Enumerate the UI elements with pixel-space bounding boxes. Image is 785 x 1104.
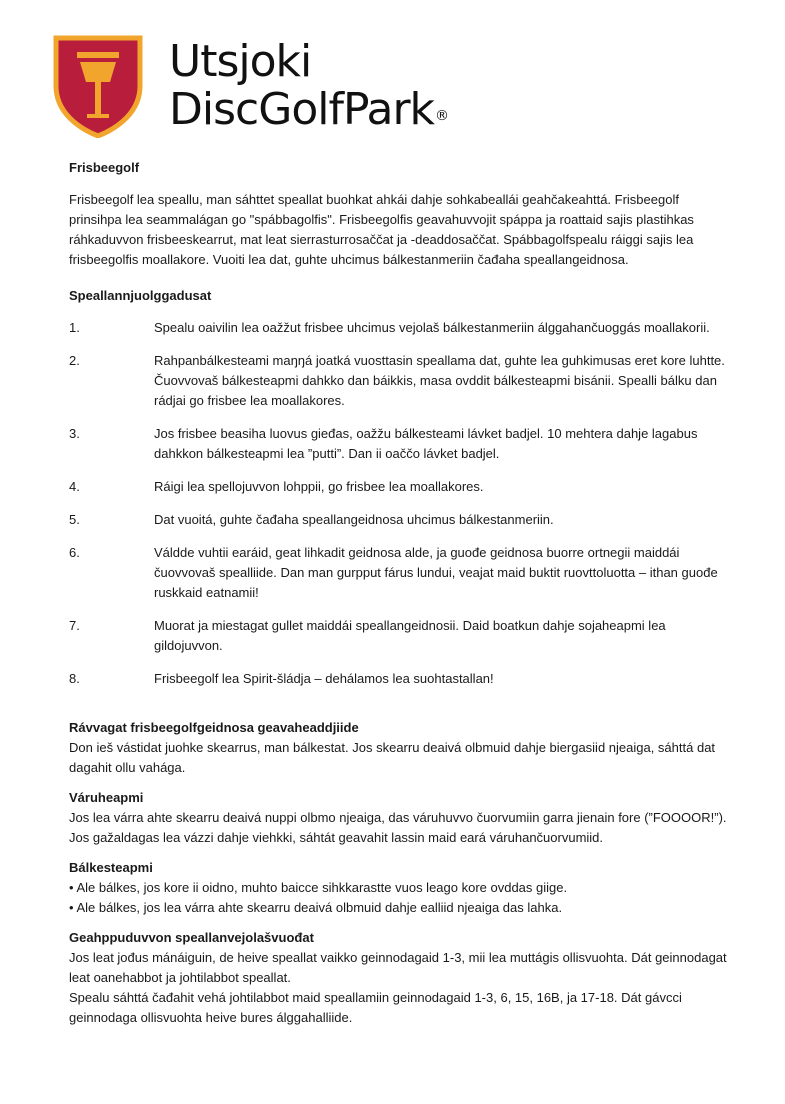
- throwing-bullet: • Ale bálkes, jos kore ii oidno, muhto baicce sihkkarastte vuos leago kore ovddas giige.: [69, 880, 568, 895]
- rules-list: [69, 318, 729, 689]
- throwing-bullet: • Ale bálkes, jos lea várra ahte skearru deaivá olbmuid dahje ealliid njeaiga das lahka.: [69, 900, 563, 915]
- rule-item: 3. Jos frisbee beasiha luovus gieđas, oažžu bálkesteami lávket badjel. 10 mehtera dahje lagabus dahkkon bálkesteapmi lea ”putti”. Dan ii oaččo lávket badjel.: [69, 426, 698, 461]
- logo-text: [169, 38, 447, 134]
- rule-item: 8. Frisbeegolf lea Spirit-šládja – dehálamos lea suohtastallan!: [69, 671, 494, 686]
- rules-heading: Speallannjuolggadusat: [69, 288, 212, 303]
- warning-paragraph: Jos lea várra ahte skearru deaivá nuppi olbmo njeaiga, das váruhuvvo čuorvumiin garra jienain fore (”FOOOOR!”). Jos gažaldagas lea vázzi dahje viehkki, sáhtát geavahit lassin maid eará váruhančuorvumiid.: [69, 810, 727, 845]
- safety-heading: Rávvagat frisbeegolfgeidnosa geavaheaddjiide: [69, 720, 359, 735]
- rule-item: 7. Muorat ja miestagat gullet maiddái speallangeidnosii. Daid boatkun dahje sojaheapmi lea gildojuvvon.: [69, 618, 666, 653]
- throwing-heading: Bálkesteapmi: [69, 860, 153, 875]
- exceptions-heading: Geahppuduvvon speallanvejolašvuođat: [69, 930, 314, 945]
- intro-paragraph: Frisbeegolf lea speallu, man sáhttet speallat buohkat ahkái dahje sohkabeallái geahčakeahttá. Frisbeegolf prinsihpa lea seammalágan go "spábbagolfis". Frisbeegolfis geavahuvvojit spáppa ja roattaid sajis plastihkas ráhkaduvvon frisbeeskearrut, mat leat sierrasturrosaččat ja -deaddosaččat. Spábbagolfspealu ráiggi sajis lea frisbeegolfis moallakore. Vuoiti lea dat, guhte uhcimus bálkestanmeriin čađaha speallangeidnosa.: [69, 192, 694, 267]
- logo-line-2: DiscGolfPark®: [169, 84, 449, 135]
- registered-mark: ®: [435, 108, 449, 124]
- rule-item: 4. Ráigi lea spellojuvvon lohppii, go frisbee lea moallakores.: [69, 479, 484, 494]
- exceptions-paragraph: Jos leat jođus mánáiguin, de heive speallat vaikko geinnodagaid 1-3, mii lea muttágis ollisvuohta. Dát geinnodagat leat oanehabbot ja johtilabbot speallat.: [69, 950, 727, 985]
- exceptions-paragraph: Spealu sáhttá čađahit vehá johtilabbot maid speallamiin geinnodagaid 1-3, 6, 15, 16B, ja 17-18. Dát gávcci geinnodaga ollisvuohta heive bures álggahalliide.: [69, 990, 682, 1025]
- rule-item: 1. Spealu oaivilin lea oažžut frisbee uhcimus vejolaš bálkestanmeriin álggahančuoggás moallakorii.: [69, 320, 710, 335]
- logo-line-1: Utsjoki: [169, 36, 312, 87]
- rule-item: 5. Dat vuoitá, guhte čađaha speallangeidnosa uhcimus bálkestanmeriin.: [69, 512, 554, 527]
- intro-heading: Frisbeegolf: [69, 160, 140, 175]
- rule-item: 6. Váldde vuhtii earáid, geat lihkadit geidnosa alde, ja guođe geidnosa buorre ortnegii maiddái čuovvovaš spealliide. Dan man gurpput fárus lundui, veajat maid buktit ruovttoluotta – ithan guođe ruskkaid eatnamii!: [69, 545, 718, 600]
- warning-heading: Váruheapmi: [69, 790, 144, 805]
- document-body: [69, 158, 729, 1028]
- safety-paragraph: Don ieš vástidat juohke skearrus, man bálkestat. Jos skearru deaivá olbmuid dahje biergasiid njeaiga, sáhttá dat dagahit ollu vahága.: [69, 740, 716, 775]
- logo: [52, 34, 452, 138]
- disc-golf-basket-shield-icon: [52, 34, 144, 138]
- rule-item: 2. Rahpanbálkesteami maŋŋá joatká vuosttasin speallama dat, guhte lea guhkimusas eret kore luhtte. Čuovvovaš bálkesteapmi dahkko dan báikkis, masa ovddit bálkesteapmi bisánii. Spealli bálku dan rádjai go frisbee lea moallakores.: [69, 353, 725, 408]
